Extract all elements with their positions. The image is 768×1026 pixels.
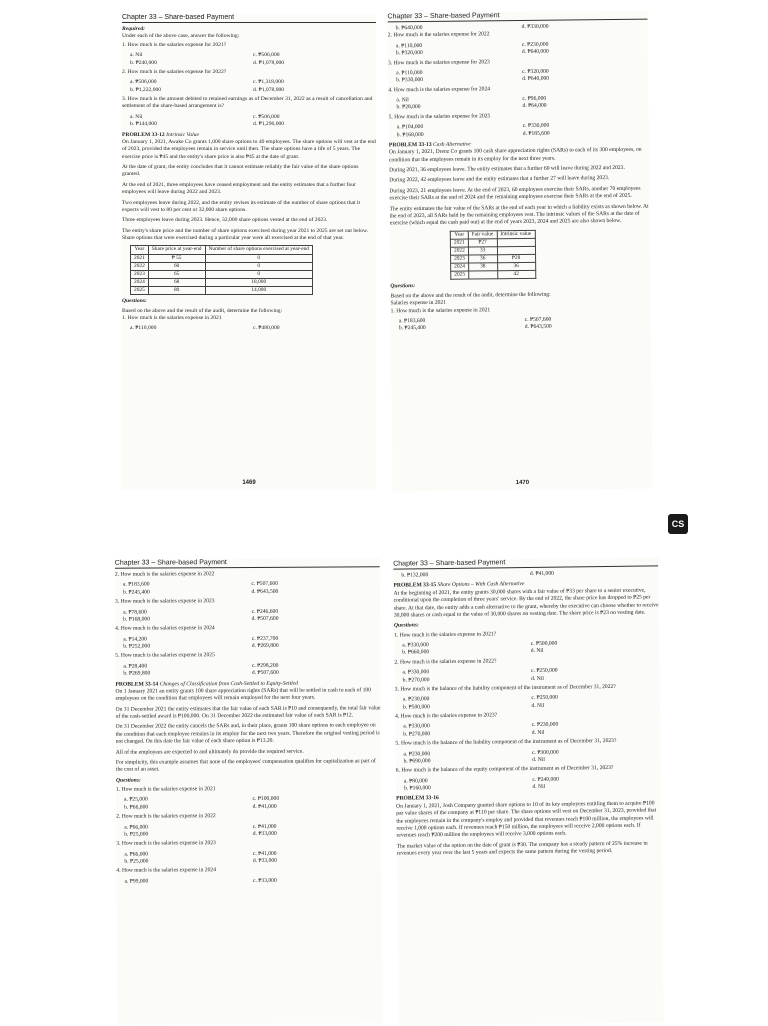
page-1469 xyxy=(122,14,376,490)
chapter-header: Chapter 33 – Share-based Payment xyxy=(393,557,658,569)
question: 1. How much is the salaries expense in 2021 a. ₱110,000 c. ₱480,000 xyxy=(122,314,280,332)
paragraph: Two employees leave during 2022, and the entity revises its estimate of the number of share options that it expects will vest to 80 per cent or 32,000 share options. xyxy=(122,199,361,213)
question: 3. How much is the salaries expense for 2023 a. ₱110,000 c. ₱320,000 b. ₱330,000 d. ₱640,000 xyxy=(387,58,550,84)
question: 4. How much is the salaries expense for 2024 a. Nil c. ₱96,000 b. ₱28,000 d. ₱64,000 xyxy=(388,85,547,111)
table-row: 2022 33 xyxy=(450,246,535,255)
chapter-header: Chapter 33 – Share-based Payment xyxy=(122,14,376,23)
paragraph: On 31 December 2021 the entity estimates that the fair value of each SAR is ₱10 and consequently, the total fair value of the cash-settled award is ₱100,000. On 31 December 2022 the estimated fair value of each SAR is ₱12. xyxy=(115,704,381,720)
question: 5. How much is the salaries expense in 2025 a. ₱28,400 c. ₱298,200 b. ₱269,800 d. ₱507,600 xyxy=(115,652,279,677)
problem-title: PROBLEM 33-13 Cash Alternative xyxy=(388,141,471,149)
paragraph: At the date of grant, the entity concludes that it cannot estimate reliably the fair value of the share options granted. xyxy=(122,164,359,178)
share-price-table: Year Share price at year-end Number of share options exercised at year-end 2021 ₱ 55 0 2022 60 0 2023 65 0 2024 68 18,000 2025 80 14,000 xyxy=(130,245,313,295)
question: 2. How much is the salaries expense for 2022? a. ₱506,000 c. ₱1,318,000 b. ₱1,222,000 d. ₱1,078,000 xyxy=(122,68,285,93)
question: 5. How much is the balance of the liability component of the instrument as of December 31, 2023? a. ₱230,000 c. ₱300,000 b. ₱690,000 d. Nil xyxy=(395,738,617,765)
page-1472 xyxy=(393,557,664,1025)
chapter-header: Chapter 33 – Share-based Payment xyxy=(115,558,380,568)
question: 1. How much is the salaries expense for 2021? a. Nil c. ₱506,000 b. ₱240,000 d. ₱1,078,000 xyxy=(122,41,285,66)
question: 4. How much is the salaries expense in 2024 a. ₱99,000 c. ₱33,000 xyxy=(116,867,277,885)
questions-label: Questions: xyxy=(122,298,147,305)
salaries-line: Salaries expense in 2021 xyxy=(390,299,447,307)
paragraph: On 1 January 2021 an entity grants 100 share appreciation rights (SARs) that will be settled in cash to each of 100 employees on the condition that employees will remain employed for the next four years. xyxy=(115,687,372,702)
question: 3. How much is the salaries expense in 2023 a. ₱78,600 c. ₱246,600 b. ₱168,000 d. ₱507,600 xyxy=(114,598,279,623)
table-row: 2023 65 0 xyxy=(131,270,313,278)
question: 2. How much is the salaries expense for 2022 a. ₱110,000 c. ₱230,000 b. ₱320,000 d. ₱640,000 xyxy=(387,31,549,57)
page-number: 1470 xyxy=(515,479,530,487)
paragraph: The market value of the option on the date of grant is ₱30. The company has a steady pattern of 25% increase in revenues every year over the last 5 years and expects the same pattern during the vesting period. xyxy=(396,840,648,857)
question: 2. How much is the salaries expense in 2022? a. ₱330,000 c. ₱250,000 b. ₱270,000 d. Nil xyxy=(394,658,558,684)
paragraph: On January 1, 2021, Drenz Co grants 100 cash share appreciation rights (SARs) to each of its 300 employees, on condition that the employees remain in its employ for the next three years. xyxy=(388,146,642,163)
table-row: 2025 42 xyxy=(451,271,536,280)
questions-label: Questions: xyxy=(390,283,416,290)
questions-intro: Based on the above and the result of the audit, determine the following: xyxy=(390,291,551,300)
problem-title: PROBLEM 33-12 Intrinsic Value xyxy=(122,131,199,138)
question: 6. How much is the balance of the equity component of the instrument as of December 31, 2023? a. ₱80,000 c. ₱240,000 b. ₱160,000 d. Nil xyxy=(395,765,614,792)
question: 3. How much is the balance of the liability component of the instrument as of December 31, 2022? a. ₱230,000 c. ₱250,000 b. ₱500,000 d. Nil xyxy=(394,683,616,711)
instruction: Under each of the above case, answer the following: xyxy=(122,33,240,40)
question: 3. How much is the salaries expense in 2023 a. ₱66,000 c. ₱41,000 b. ₱25,000 d. ₱33,000 xyxy=(116,840,277,865)
table-row: 2021 ₱27 xyxy=(450,238,535,247)
paragraph: On January 1, 2021, Awake Co grants 1,000 share options to 40 employees. The share options will vest at the end of 2023, provided the employees remain in service until then. The share options have a life of 5 years. The exercise price is ₱45 and the entity's share price is also ₱45 at the date of grant. xyxy=(122,138,376,160)
paragraph: On January 1, 2021, Josh Company granted share options to 10 of its key employees entitling them to acquire ₱100 par value shares of the company at ₱110 per share. The share options will vest on December 31, 2023, provided that the employees remain in the company's employ and provided that revenues reach ₱100 million, the employees will receive 1,000 options each. If revenues reach ₱150 million, the employees will receive 2,000 options each. If revenues reach ₱200 million the employees will receive 3,000 options each. xyxy=(396,800,657,839)
paragraph: The entity estimates the fair value of the SARs at the end of each year in which a liability exists as shown below. At the end of 2023, all SARs held by the remaining employees vest. The intrinsic values of the SARs at the date of exercise (which equal the cash paid out) at the end of years 2023, 2024 and 2025 are also shown below. xyxy=(389,203,649,227)
questions-label: Questions: xyxy=(393,622,419,629)
table-row: 2024 68 18,000 xyxy=(131,278,313,286)
chapter-header: Chapter 33 – Share-based Payment xyxy=(388,11,648,23)
question: 1. How much is the salaries expense in 2021 a. ₱183,600 c. ₱507,600 b. ₱245,400 d. ₱643,500 xyxy=(390,306,552,332)
problem-title: PROBLEM 33-14 Changes of Classification from Cash-Settled to Equity-Settled xyxy=(115,680,298,688)
question: 2. How much is the salaries expense in 2022 a. ₱66,000 c. ₱41,000 b. ₱25,000 d. ₱33,000 xyxy=(116,813,277,838)
paragraph: During 2022, 42 employees leave and the entity estimates that a further 27 will leave during 2023. xyxy=(389,175,610,184)
paragraph: On 31 December 2022 the entity cancels the SARs and, in their place, grants 100 share options to each employee on the condition that each employee remains in its employ for the next two years. Therefore the original vesting period is not changed. On this date the fair value of each share option is ₱13.20. xyxy=(115,722,380,745)
table-row: 2023 36 ₱28 xyxy=(451,254,536,263)
paragraph: At the end of 2021, three employees have ceased employment and the entity estimates that a further four employees will leave during 2022 and 2023. xyxy=(122,181,356,196)
question: 2. How much is the salaries expense in 2022 a. ₱183,600 c. ₱507,600 b. ₱245,400 d. ₱643,500 xyxy=(114,571,279,596)
questions-label: Questions: xyxy=(115,777,141,784)
camscanner-logo: CS xyxy=(668,514,688,534)
sar-value-table: Year Fair value Intrinsic value 2021 ₱27 2022 33 2023 36 ₱28 2024 38 36 2025 42 xyxy=(450,229,536,280)
page-number: 1469 xyxy=(242,480,256,486)
required-label: Required: xyxy=(122,26,145,32)
questions-intro: Based on the above and the result of the audit, determine the following: xyxy=(122,307,283,314)
page-1471 xyxy=(115,558,382,1024)
question: 1. How much is the salaries expense in 2021 a. ₱25,000 c. ₱100,000 b. ₱66,000 d. ₱41,000 xyxy=(115,786,280,811)
paragraph: For simplicity, this example assumes that none of the employees' compensation qualifies for capitalization as part of the cost of an asset. xyxy=(115,758,376,773)
paragraph: During 2023, 21 employees leave. At the end of 2023, 60 employees exercise their SARs, another 70 employees exercise their SARs at the end of 2024 and the remaining employees exercise their SARs at the end of 2025. xyxy=(389,185,641,202)
question-group xyxy=(122,42,376,129)
paragraph: The entity's share price and the number of share options exercised during year 2021 to 2025 are set out below. Share options that were exercised during a particular year were all exercised at the end of that year. xyxy=(122,227,369,241)
table-row: 2022 60 0 xyxy=(131,262,313,270)
question: 5. How much is the salaries expense for 2025 a. ₱104,000 c. ₱330,000 b. ₱168,000 d. ₱185,600 xyxy=(388,113,550,138)
question: 4. How much is the salaries expense in 2024 a. ₱14,200 c. ₱237,700 b. ₱252,000 d. ₱269,800 xyxy=(115,625,279,650)
paragraph: Three employees leave during 2023. Hence, 32,000 share options vested at the end of 2023. xyxy=(122,217,328,224)
question: 3. How much is the amount debited to retained earnings as of December 31, 2022 as a result of cancellation and settlement of the share-based arrangement is? a. Nil c. ₱506,000 b. ₱144,000 d. ₱1,296,000 xyxy=(122,96,373,128)
table-row: 2025 80 14,000 xyxy=(131,287,313,295)
paragraph: At the beginning of 2021, the entity grants 30,000 shares with a fair value of ₱33 per share to a senior executive, conditional upon the completion of three years' service. By the end of 2022, the share price has dropped to ₱25 per share. At that date, the entity adds a cash alternative to the grant, whereby the executive can choose whether to receive 30,000 shares or cash equal to the value of 30,000 shares on vesting date. The share price is ₱23 on vesting date. xyxy=(393,587,659,619)
question: 1. How much is the salaries expense in 2021? a. ₱330,000 c. ₱500,000 b. ₱660,000 d. Nil xyxy=(394,631,558,656)
paragraph: During 2021, 36 employees leave. The entity estimates that a further 60 will leave during 2022 and 2023. xyxy=(389,164,625,174)
paragraph: All of the employees are expected to and ultimately do provide the required service. xyxy=(115,748,304,756)
continued-options: b. ₱132,000 d. ₱41,000 xyxy=(401,570,554,579)
problem-title: PROBLEM 33-16 xyxy=(396,795,439,802)
page-1470 xyxy=(388,11,653,492)
table-row: 2021 ₱ 55 0 xyxy=(131,254,313,262)
continued-options: b. ₱640,000 d. ₱330,000 xyxy=(395,23,549,32)
problem-title: PROBLEM 33-15 Share Options – With Cash Alternative xyxy=(393,581,525,590)
question: 4. How much is the salaries expense in 2023? a. ₱330,000 c. ₱230,000 b. ₱270,000 d. Nil xyxy=(395,712,559,738)
table-row: 2024 38 36 xyxy=(451,262,536,271)
